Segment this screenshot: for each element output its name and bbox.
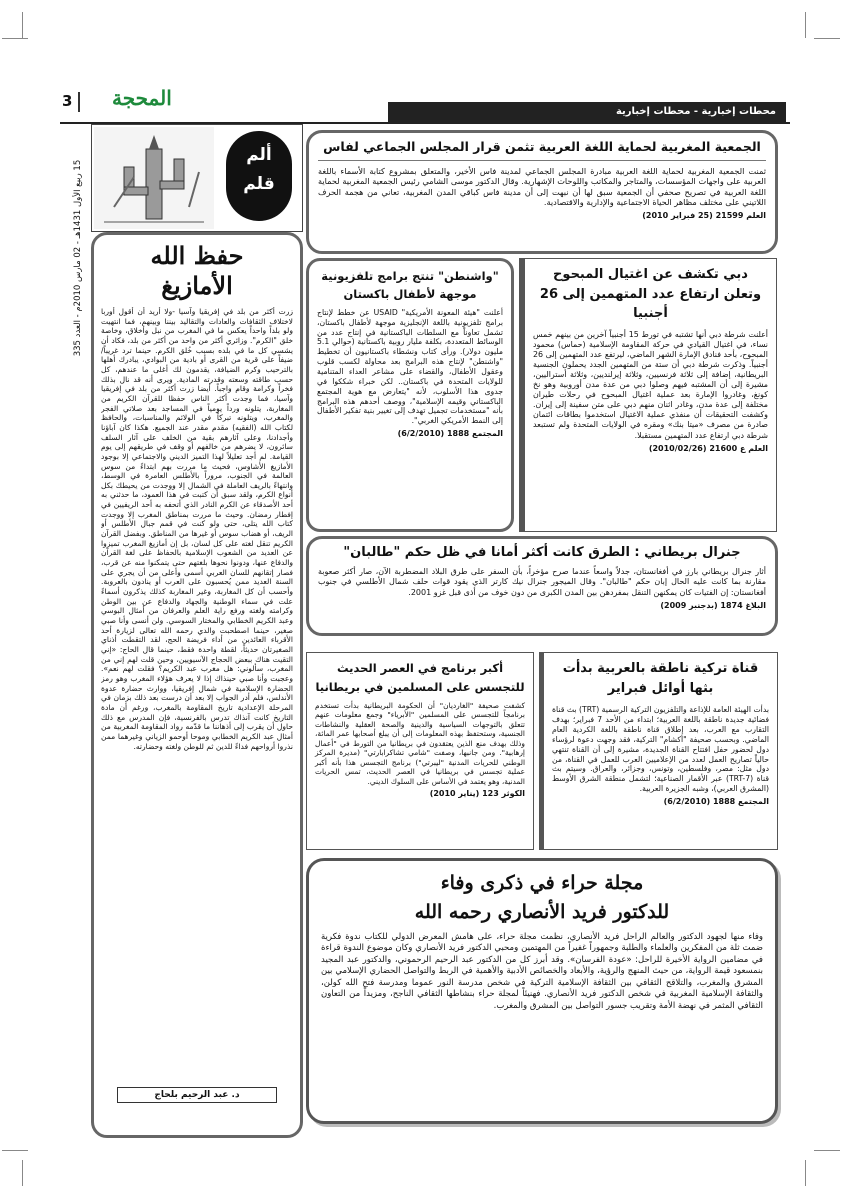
dubai-body: أعلنت شرطة دبي أنها تشتبه في تورط 15 أجنبياً آخرين من بينهم خمس نساء، في اغتيال القيادي في حركة المقاومة الإسلامية (حماس) محمود المبحوح، بأحد فنادق الإمارة الشهر الماضي، ليرتفع عدد المتهمين إلى 26 أجنبياً. وذكرت شرطة دبي أن ستة من المتهمين الجدد يحملون الجنسية البريطانية، إضافة إلى ثلاثة فرنسيين، وثلاثة إيرلنديين، وثلاثة أستراليين، مشيرة إلى أن المشتبه فيهم وصلوا دبي من عدة مدن أوروبية وهو نخ كونغ، وغادروا الإمارة بعد عملية اغتيال المبحوح في رحلات طيران مختلفة إلى عدة مدن، وغادر اثنان منهم دبي على متن سفينة إلى إيران. وكشفت التحقيقات أن منفذي عملية الاغتيال استخدموا بطاقات ائتمان صادرة من مصرف «ميتا بنك» ومقره في الولايات المتحدة ولم تستبعد شرطة دبي ارتفاع عدد المتهمين مستقبلا. bbox=[533, 329, 768, 440]
washington-body: أعلنت "هيئة المعونة الأمريكية" USAID عن خطط لإنتاج برامج تلفزيونية باللغة الإنجليزية موجهة لأطفال باكستان، تشمل تعاوناً مع السلطات الباكستانية في إنتاج عدد من الوسائط المتعددة، بكلفة مليار روبية باكستانية (حوالي 5.1 مليون دولار). ورأى كتاب ونشطاء باكستانيون أن تخطيط "واشنطن" لإنتاج هذه البرامج بعد محاولة لكسب قلوب وعقول الأطفال، والقضاء على مشاعر العداء المتنامية للولايات المتحدة في باكستان.. لكن خبراء شككوا في جدوى هذا الأسلوب، لأنه "يتعارض مع هوية المجتمع الباكستاني وقيمه الإسلامية"، ووصف أحدهم هذه البرامج بأنه "مستخدمات تجميل تهدف إلى تغيير بنية تفكير الأطفال إلى النمط الأمريكي الغربي". bbox=[317, 307, 503, 426]
column-author: د. عبد الرحيم بلحاج bbox=[117, 1087, 277, 1103]
cactus-pen-illustration bbox=[94, 127, 214, 229]
page-number: 3 bbox=[62, 92, 73, 110]
column-body: زرت أكثر من بلد في إفريقيا وآسيا -ولا أريد أن أقول أوربا لاختلاف الثقافات والعادات والتقاليد بيننا وبينهم، فما انتهيت ولو بلداً واحداً يعكس ما في المغرب من نبل وأخلاق، وخاصة خلق "الكرم". وزائري أكثر من واحد من أكثر من بلد، فكاد أن يشسي كل ما في بلده بسبب خُلق الكرم. حينما ترد غريباً/ضيفاً على قرية من القرى أو بادية من البوادي، يبادرك أهلها بالترحيب وكرم الضيافة، يقدمون لك أغلى ما عندهم، كل حسب طاقته وسعته وقدرته المادية. ويرى أنه قد نال بذلك فخراً وكرامة وقام واجباً. أيضا زرت أكثر من بلد في إفريقيا وآسيا، فما وجدت أكثر الناس حفظا للقرآن الكريم من المغاربة، يتلونه ورداً يومياً في المساجد بعد صلاتي الفجر والمغرب، ويتلونه تبركاً في الولائم والمناسبات، والحافظ لكتاب الله (الفقيه) مقدم مقدر عند الجميع. هكذا كان آباؤنا وأجدادنا، وعلى آثارهم بقية من الخلف على آثار السلف سائرون، لا يضرهم من خالفهم أو وقف في طريقهم إلى يوم القيامة. لم أجد تعليلاً لهذا التميز الديني والاجتماعي إلا بوجود الأمازيغ الأشاوس، فحيث ما مررت بهم ابتداءً من سوس العالمة في الجنوب، مروراً بالأطلس العامرة في الوسط، وانتهاءً بالريف العاملة في الشمال إلا ووجدت من يحيطك بكل أنواع الكرم، ولقد سبق أن كتبت في هذا العمود، ما حدثني به أحد الأصدقاء عن الكرم النادر الذي أتحفه به أحد الريفيين في إفطار رمضان. وحيث ما مررت بمناطق المغرب إلا ووجدت كتاب الله يتلى، حتى ولو كنت في قمم جبال الأطلس أو الريف، أو هضاب سوس أو غيرها من المناطق. وبفضل القرآن الكريم تنقل لغته على كل لسان، بل إن أمازيغ المغرب تميزوا عن العديد من الشعوب الإسلامية بالحفاظ على لغة القرآن والدفاع عنها، ودونوا نحوها بلغتهم حتى يتمكنوا منه عن قرب، فصار إتقانهم للسان العربي أسمى وأعلى من أن يجري على السنة العديد ممن يُحسبون على العرب أو ينادون بالعروبة. وأحسب أن كل المغاربة، وغير المغاربة كذلك يذكرون أسماءً علت في سماء الوطنية والجهاد والدفاع عن بين الوطن وكرامته ولغته ورفع راية العلم والعرفان من أمثال البوسي وعبد الكريم الخطابي والمختار السوسي. ولن أنسى وأنا صبي صغير، حينما اصطحبت والدي رحمه الله تعالى لزيارة أحد الأقرباء العائدين من أداء فريضة الحج، لقد التقطت أذناي الصغيرتان حديثاً، لقطة واحدة فقط، حينما قال الحاج: «إني التقيت هناك ببعض الحجاج الآسيويين، وحين قلت لهم إني من المغرب، سألوني: هل مغرب عبد الكريم؟ فقلت لهم نعم». وعجبت وأنا صبي حينذاك إذا لا يعرف هؤلاء المغرب وهو رمز الحضارة الإسلامية في شمال إفريقيا، ووارث حضارة عدوة الأندلس، فلم أدر الجواب إلا بعد أن درست بعد ذلك بزمان في المرحلة الإعدادية تاريخ المقاومة بالمغرب، ورغم أن مادة التاريخ كانت آنذاك تدرس بالفرنسية، فإن المدرس مع ذلك حاول أن يقرب إلى أذهاننا ما قدّمه رواد المقاومة المغربية من أمثال عبد الكريم الخطابي وموحا أوحمو الزياني وغيرهما ممن نذروا أرواحهم فداءً للدين ثم للوطن ولغته وحضارته. bbox=[101, 307, 293, 751]
dubai-source: العلم ع 21600 (2010/02/26) bbox=[648, 443, 768, 453]
article-magazine bbox=[306, 858, 778, 1124]
general-body: أثار جنرال بريطاني بارز في أفغانستان، جدلاً واسعاً عندما صرح مؤخراً، بأن السفر على طرق البلاد المضطربة الآن، صار أكثر صعوبة مقارنة بما كانت عليه الحال إبان حكم "طالبان". وقال الميجور جنرال نيك كارتر الذي يقود قوات حلف شمال الأطلسي في جنوب أفغانستان: إن الفتيات كان يمكنهن التنقل بمفردهن بين المدن الكبرى من دون خوف من أذى قبل غزو 2001. bbox=[318, 567, 766, 597]
washington-source: المجتمع 1888 (6/2/2010) bbox=[397, 429, 503, 439]
general-headline: جنرال بريطاني : الطرق كانت أكثر أمانا في ظل حكم "طالبان" bbox=[343, 545, 741, 560]
article-dubai bbox=[519, 258, 777, 532]
side-dateline: 15 ربيع الأول 1431هـ - 02 مارس 2010م - العدد 335 bbox=[73, 159, 83, 357]
logo: المحجة bbox=[112, 86, 172, 110]
article-washington bbox=[306, 258, 514, 532]
column-title-line-1: حفظ الله bbox=[150, 241, 244, 270]
column-header bbox=[91, 124, 303, 232]
badge-line-2: قلم bbox=[243, 173, 275, 194]
crop-mark bbox=[2, 38, 28, 39]
arabic-language-headline: الجمعية المغربية لحماية اللغة العربية تثمن قرار المجلس الجماعي لفاس bbox=[318, 139, 766, 161]
header-divider bbox=[78, 92, 80, 112]
crop-mark bbox=[22, 12, 23, 38]
column-title bbox=[101, 241, 293, 301]
column-article bbox=[91, 232, 303, 1138]
magazine-body: وفاء منها لجهود الدكتور والعالم الراحل فريد الأنصاري، نظمت مجلة حراء، على هامش المعرض الدولي للكتاب ندوة فكرية ضمت ثلة من المفكرين والعلماء والطلبة وجمهوراً غفيراً من المهتمين ومحبي الدكتور فريد الأنصاري وكان موضوع الندوة قراءة في مضامين الرواية الأخيرة للراحل: «عودة الفرسان». وقد أبرز كل من الدكتور عبد الرحيم الرحموني، والدكتور عبد المجيد بنمسعود قيمة الرواية، من حيث المنهج والرؤية، والأبعاد والخصائص الأدبية والأهمية في الربط والتواصل الحضاري الإسلامي بين المشرق والمغرب، والتلاقح الثقافي بين الثقافة الإسلامية التركية في شخص مدرسة النور عموما ومدرسة فتح الله كولن، والثقافة الإسلامية المغربية في شخص الدكتور فريد الأنصاري. فهنيئاً لمجلة حراء بنشاطها الثقافي الناجح، ومزيداً من التعاون الثقافي المثمر في نهضة الأمة وتقريب جسور التواصل بين المشرق والمغرب. bbox=[321, 932, 763, 1011]
arabic-language-source: العلم 21599 (25 فبراير 2010) bbox=[642, 210, 766, 220]
dateline-strip bbox=[73, 135, 83, 385]
program-source: الكوثر 123 (يناير 2010) bbox=[429, 789, 525, 799]
badge-line-1: ألم bbox=[246, 145, 272, 165]
turkish-body: بدأت الهيئة العامة للإذاعة والتلفزيون التركية الرسمية (TRT) بث قناة فضائية جديدة ناطقة باللغة العربية؛ ابتداء من الأحد 7 فبراير؛ بهدف التقارب مع العرب، بعد إطلاق قناة ناطقة باللغة الكردية العام الماضي. وبحسب صحيفة "أكشام" التركية، فقد وجهت دعوة لرؤساء دول لحضور حفل افتتاح القناة الجديدة، مشيرة إلى أن القناة تنتهي حالياً تصاريح العمل لعدد من الإعلاميين العرب للعمل في القناة، من دول مثل: مصر، وفلسطين، وتونس، وجزائر، والعراق. وسيتم بث قناة (TRT-7) عبر الأقمار الصناعية؛ لتشمل منطقة الشرق الأوسط (المشرق العربي)، وشبه الجزيرة العربية. bbox=[552, 705, 769, 794]
washington-headline: "واشنطن" تنتج برامج تلفزيونية موجهة لأطفال باكستان bbox=[321, 269, 499, 302]
turkish-headline: قناة تركية ناطقة بالعربية بدأت بثها أوائل فبراير bbox=[562, 661, 759, 697]
column-title-line-2: الأمازيغ bbox=[161, 271, 233, 300]
crop-mark bbox=[22, 1160, 23, 1186]
program-body: كشفت صحيفة "الغارديان" أن الحكومة البريطانية بدأت تستخدم برنامجاً للتجسس على المسلمين "الأبرياء" وجمع معلومات عنهم تتعلق بالتوجهات السياسية والدينية والصحة العقلية والنشاطات الجنسية، وستحتفظ بهذه المعلومات إلى أن يبلغ أصحابها عمر المائة، وذلك بهدف منع الذين يعتقدون في بريطانيا من التورط في "أعمال إرهابية". ومن جانبها، وصفت "شامي تشاكرابارتي" (مديرة المركز الوطني للحريات المدنية "ليبرتي") برنامج التجسس هذا بأنه أكبر عملية تجسس في بريطانيا في العصر الحديث، تمس الحريات المدنية، وهو يعتمد في الأساس على السلوك الديني. bbox=[315, 700, 525, 786]
magazine-headline-line-2: للدكتور فريد الأنصاري رحمه الله bbox=[414, 900, 670, 923]
crop-mark bbox=[805, 1160, 806, 1186]
turkish-source: المجتمع 1888 (6/2/2010) bbox=[663, 797, 769, 807]
program-headline: أكبر برنامج في العصر الحديث للتجسس على المسلمين في بريطانيا bbox=[315, 661, 525, 694]
article-program bbox=[306, 652, 534, 850]
general-source: البلاغ 1874 (بدجنبر 2009) bbox=[660, 600, 766, 610]
column-badge bbox=[226, 131, 292, 221]
crop-mark bbox=[814, 1150, 840, 1151]
crop-mark bbox=[814, 38, 840, 39]
dubai-headline: دبي تكشف عن اغتيال المبحوح وتعلن ارتفاع عدد المتهمين إلى 26 أجنبيا bbox=[539, 267, 762, 321]
arabic-language-body: ثمنت الجمعية المغربية لحماية اللغة العربية مبادرة المجلس الجماعي لمدينة فاس الأخير، والمتعلق بمشروع كتابة الأسماء باللغة العربية على واجهات المؤسسات، والمتاجر والمكاتب واللوحات الإشهارية. وقال الدكتور موسى الشامي رئيس الجمعية المغربية لحماية اللغة العربية في تصريح صحفي أن الجمعية سبق لها أن نبهت إلى أن مدينة فاس كباقي المدن المغربية، تعاني من هجمة الحرف اللاتيني على مختلف مظاهر الحياة الاجتماعية والإدارية والاقتصادية. bbox=[318, 165, 766, 208]
magazine-headline bbox=[321, 869, 763, 926]
magazine-headline-line-1: مجلة حراء في ذكرى وفاء bbox=[440, 872, 644, 894]
article-turkish bbox=[539, 652, 778, 850]
section-banner: محطات إخبارية - محطات إخبارية bbox=[388, 102, 786, 122]
crop-mark bbox=[2, 1150, 28, 1151]
article-general bbox=[306, 536, 778, 636]
crop-mark bbox=[805, 12, 806, 38]
article-arabic-language bbox=[306, 130, 778, 254]
